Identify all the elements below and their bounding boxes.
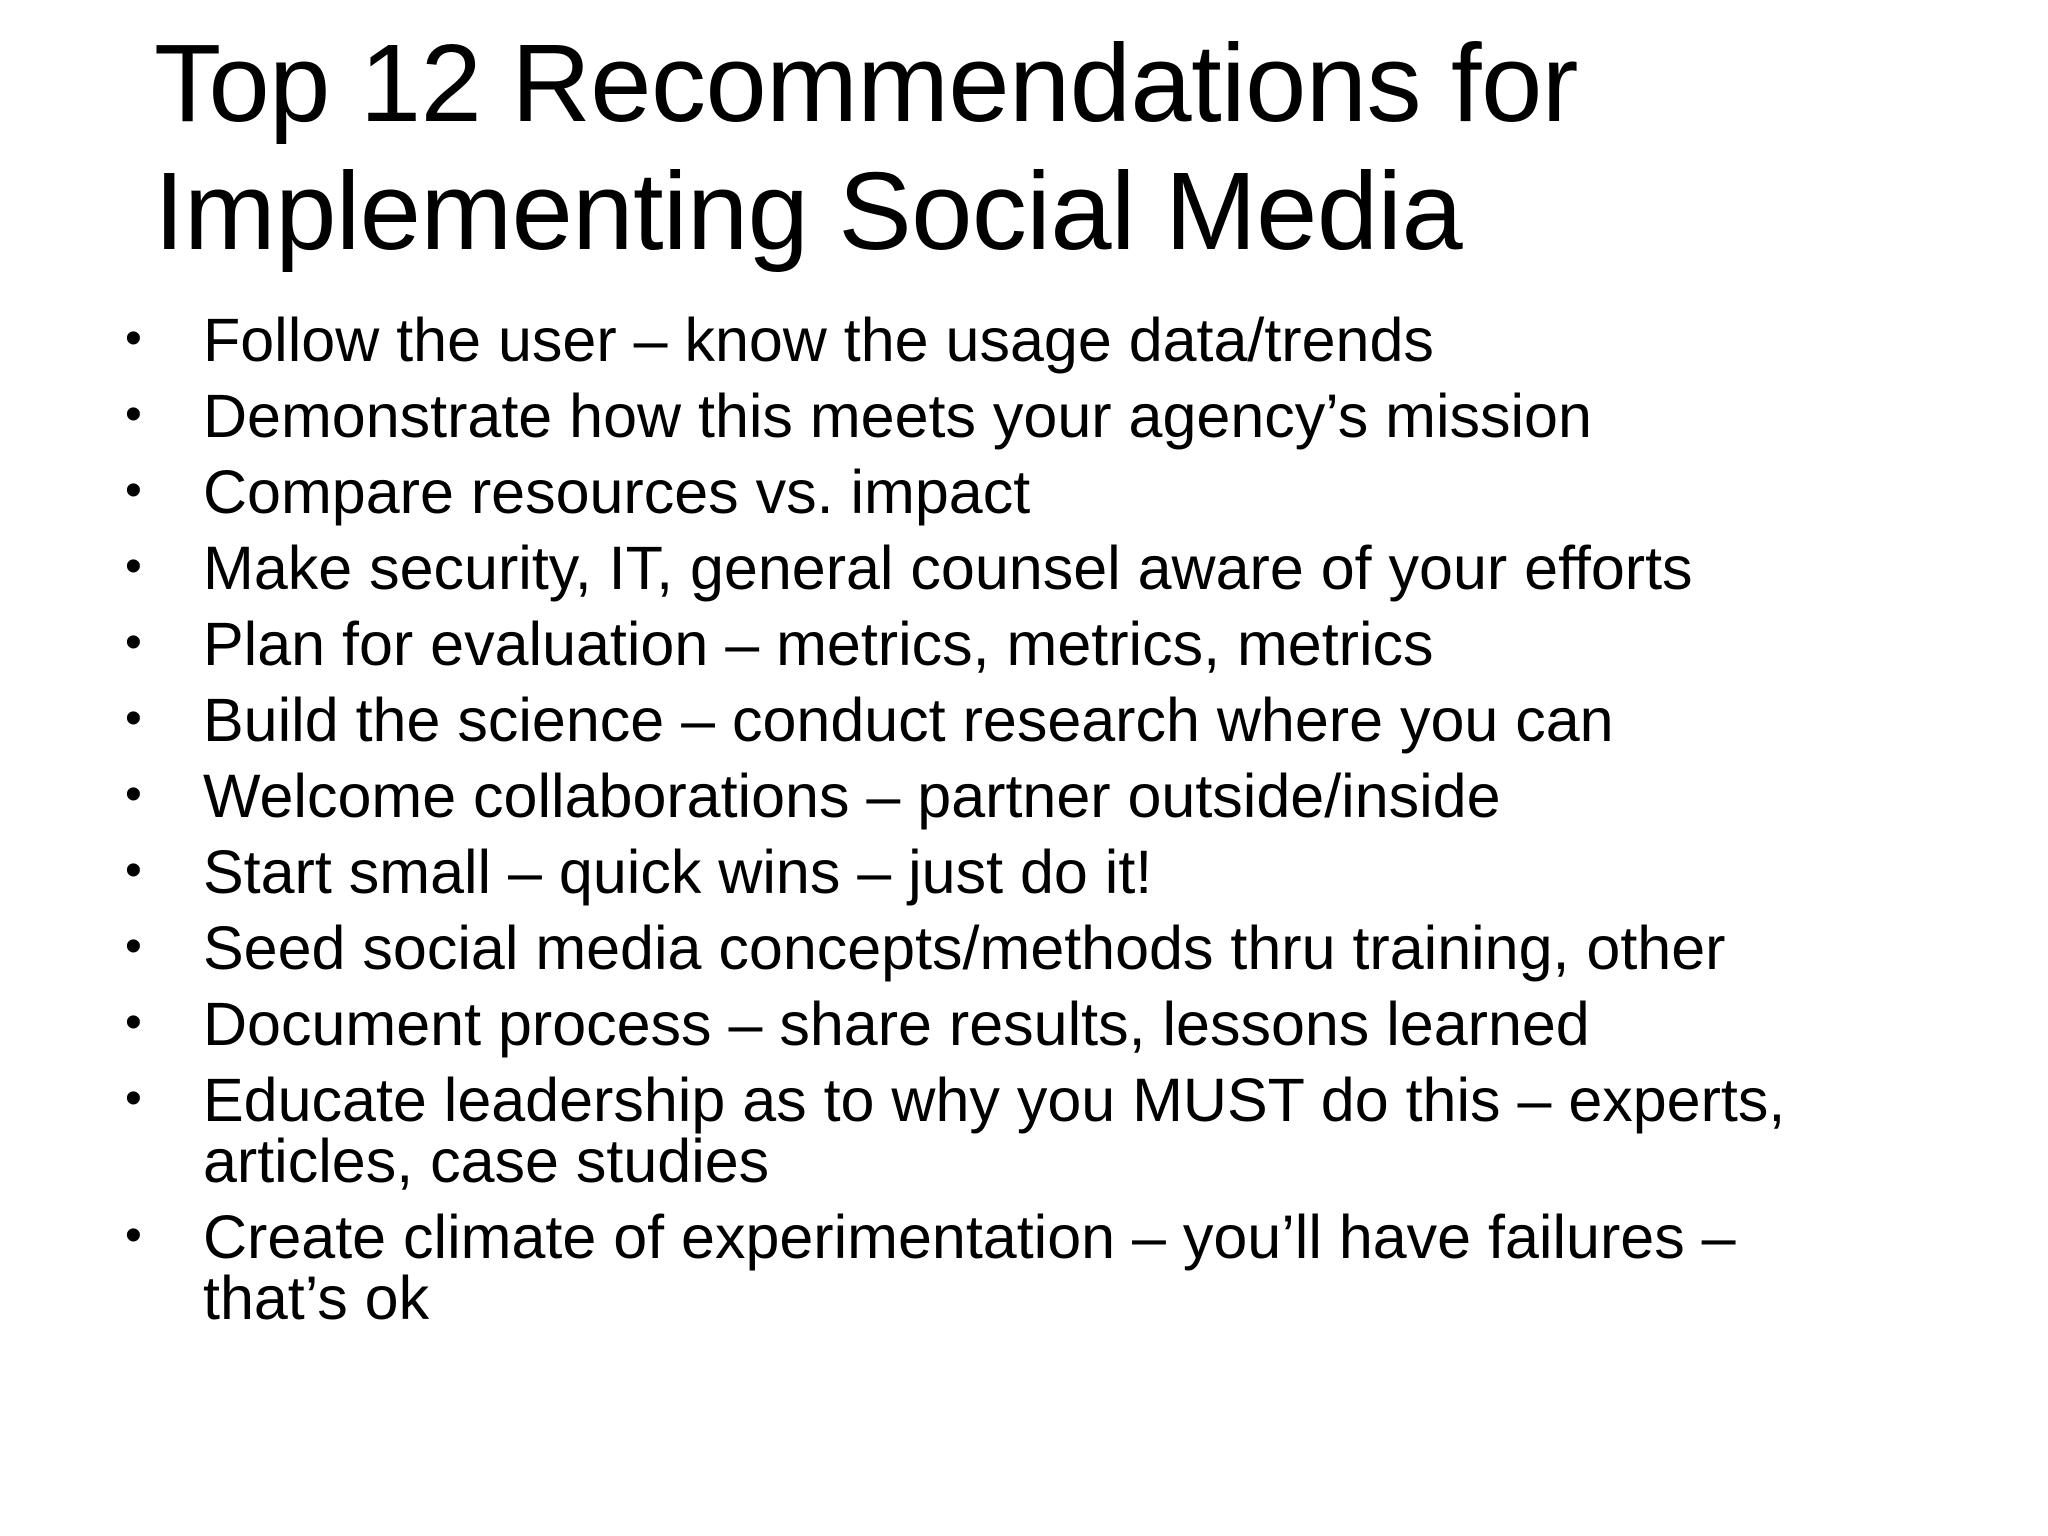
bullet-text-line: articles, case studies bbox=[203, 1127, 770, 1195]
bullet-text-line: Build the science – conduct research where you can bbox=[203, 686, 1614, 754]
bullet-text bbox=[203, 534, 2048, 602]
bullet-text bbox=[203, 838, 2048, 906]
bullet-item bbox=[0, 306, 2048, 374]
bullet-text bbox=[203, 306, 2048, 374]
bullet-text-line: Document process – share results, lessons learned bbox=[203, 990, 1590, 1058]
bullet-text bbox=[203, 1203, 2048, 1332]
bullet-text-line: Start small – quick wins – just do it! bbox=[203, 838, 1153, 906]
bullet-text-line: Make security, IT, general counsel aware of your efforts bbox=[203, 534, 1693, 602]
bullet-list bbox=[0, 306, 2048, 1344]
bullet-text-line: Follow the user – know the usage data/trends bbox=[203, 306, 1434, 374]
bullet-item bbox=[0, 458, 2048, 526]
bullet-icon: • bbox=[125, 844, 142, 897]
bullet-text bbox=[203, 914, 2048, 982]
bullet-item bbox=[0, 914, 2048, 982]
bullet-text bbox=[203, 762, 2048, 830]
bullet-text-line: Welcome collaborations – partner outside/inside bbox=[203, 762, 1501, 830]
bullet-text bbox=[203, 382, 2048, 450]
bullet-text-line: that’s ok bbox=[203, 1264, 430, 1332]
bullet-icon: • bbox=[125, 312, 142, 365]
bullet-icon: • bbox=[125, 1072, 142, 1125]
bullet-item bbox=[0, 1203, 2048, 1332]
bullet-item bbox=[0, 838, 2048, 906]
bullet-icon: • bbox=[125, 540, 142, 593]
slide-title bbox=[154, 20, 1954, 276]
bullet-text bbox=[203, 990, 2048, 1058]
bullet-icon: • bbox=[125, 996, 142, 1049]
bullet-text-line: Plan for evaluation – metrics, metrics, metrics bbox=[203, 610, 1434, 678]
bullet-text-line: Compare resources vs. impact bbox=[203, 458, 1031, 526]
bullet-icon: • bbox=[125, 1209, 142, 1262]
bullet-text bbox=[203, 686, 2048, 754]
bullet-text-line: Demonstrate how this meets your agency’s mission bbox=[203, 382, 1592, 450]
bullet-icon: • bbox=[125, 692, 142, 745]
bullet-item bbox=[0, 762, 2048, 830]
bullet-item bbox=[0, 534, 2048, 602]
bullet-icon: • bbox=[125, 464, 142, 517]
bullet-icon: • bbox=[125, 768, 142, 821]
bullet-text-line: Create climate of experimentation – you’ll have failures – bbox=[203, 1203, 1736, 1271]
bullet-item bbox=[0, 610, 2048, 678]
bullet-text bbox=[203, 610, 2048, 678]
bullet-text-line: Educate leadership as to why you MUST do this – experts, bbox=[203, 1066, 1786, 1134]
bullet-item bbox=[0, 382, 2048, 450]
bullet-text bbox=[203, 1066, 2048, 1195]
bullet-text bbox=[203, 458, 2048, 526]
bullet-icon: • bbox=[125, 616, 142, 669]
bullet-item bbox=[0, 1066, 2048, 1195]
slide-title-line: Top 12 Recommendations for bbox=[154, 22, 1578, 145]
slide-title-line: Implementing Social Media bbox=[154, 150, 1463, 273]
bullet-item bbox=[0, 686, 2048, 754]
bullet-icon: • bbox=[125, 920, 142, 973]
bullet-text-line: Seed social media concepts/methods thru training, other bbox=[203, 914, 1726, 982]
bullet-icon: • bbox=[125, 388, 142, 441]
bullet-item bbox=[0, 990, 2048, 1058]
